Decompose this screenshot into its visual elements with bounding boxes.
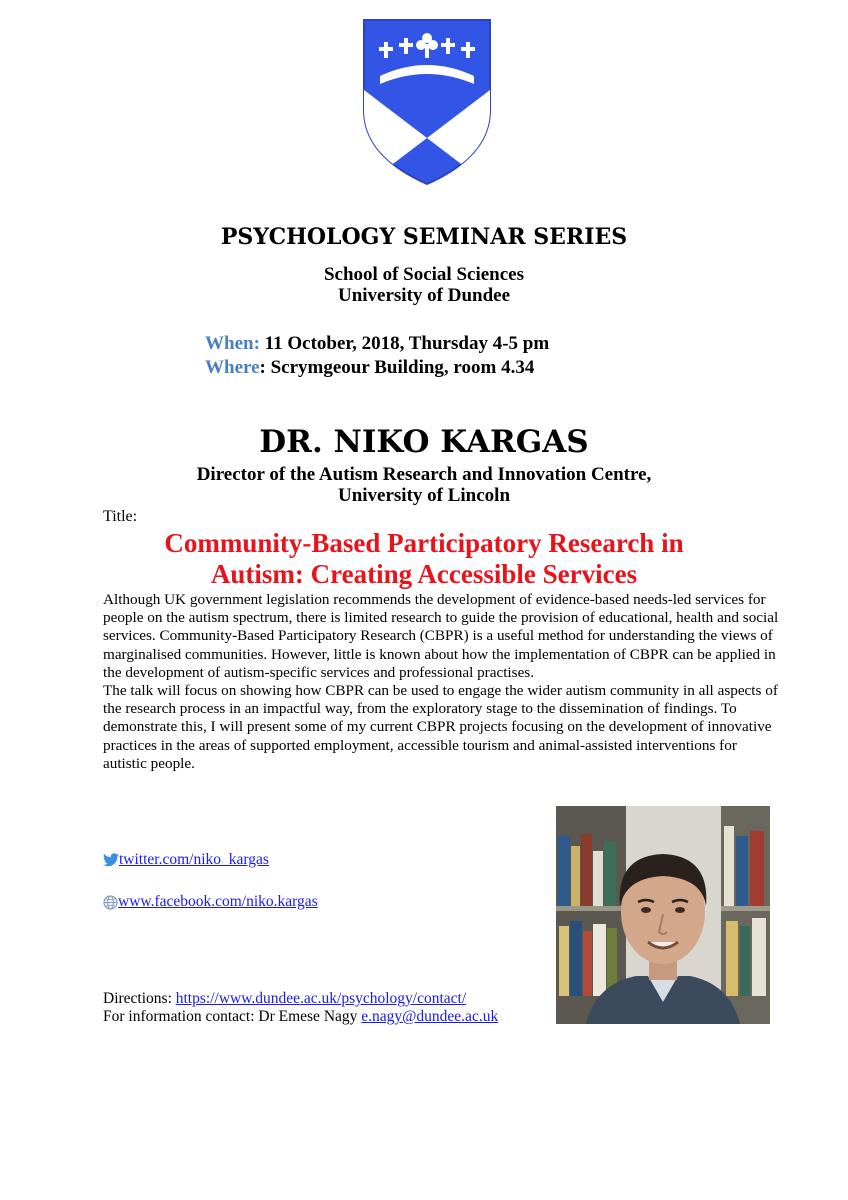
affiliation-line-2: University of Lincoln: [337, 485, 511, 506]
directions-line: [103, 990, 498, 1008]
info-label: For information contact: Dr Emese Nagy: [103, 1008, 362, 1025]
speaker-affiliation: [0, 464, 848, 506]
title-label-colon: :: [132, 508, 138, 525]
speaker-photo: [556, 806, 770, 1024]
talk-title: [0, 528, 848, 590]
school-block: [0, 264, 848, 306]
facebook-link[interactable]: www.facebook.com/niko.kargas: [118, 893, 318, 910]
university-name: University of Dundee: [337, 285, 511, 306]
abstract-paragraph-1: Although UK government legislation recommends the development of evidence-based needs-led services for people on the autism spectrum, there is limited research to guide the provision of educational, health and social services. Community-Based Participatory Research (CBPR) is a useful method for understanding the views of marginalised communities. However, little is known about how the implementation of CBPR can be applied in the development of autism-specific services and professional practises.: [103, 591, 779, 681]
talk-abstract: [103, 591, 783, 773]
where-label: Where: [205, 357, 260, 378]
event-when: [205, 333, 549, 355]
title-label: [103, 508, 137, 526]
directions-block: [103, 990, 498, 1026]
where-value: : Scrymgeour Building, room 4.34: [259, 357, 535, 378]
twitter-bird-icon: [103, 853, 119, 867]
talk-title-line-1: Community-Based Participatory Research in: [164, 528, 684, 558]
info-contact-line: [103, 1008, 498, 1026]
event-where: [205, 357, 534, 379]
affiliation-line-1: Director of the Autism Research and Innovation Centre,: [196, 464, 652, 485]
twitter-link[interactable]: twitter.com/niko_kargas: [119, 851, 269, 868]
when-value: 11 October, 2018, Thursday 4-5 pm: [259, 333, 550, 354]
twitter-contact: [103, 851, 269, 869]
university-crest-icon: [362, 18, 492, 186]
talk-title-line-2: Autism: Creating Accessible Services: [210, 559, 638, 589]
facebook-contact: [103, 893, 318, 911]
school-name: School of Social Sciences: [323, 264, 525, 285]
speaker-name: DR. NIKO KARGAS: [259, 424, 589, 460]
globe-icon: [103, 895, 118, 910]
series-title: PSYCHOLOGY SEMINAR SERIES: [220, 224, 628, 250]
directions-link[interactable]: https://www.dundee.ac.uk/psychology/contact/: [175, 990, 467, 1007]
email-link[interactable]: e.nagy@dundee.ac.uk: [361, 1008, 499, 1025]
title-label-text: Title: [103, 508, 133, 525]
directions-label: Directions:: [103, 990, 176, 1007]
when-label: When:: [205, 333, 260, 354]
abstract-paragraph-2: The talk will focus on showing how CBPR can be used to engage the wider autism community in all aspects of the research process in an impactful way, from the exploratory stage to the dissemination of findings. To demonstrate this, I will present some of my current CBPR projects focusing on the development of innovative practices in the areas of supported employment, accessible tourism and animal-assisted interventions for autistic people.: [103, 682, 778, 772]
